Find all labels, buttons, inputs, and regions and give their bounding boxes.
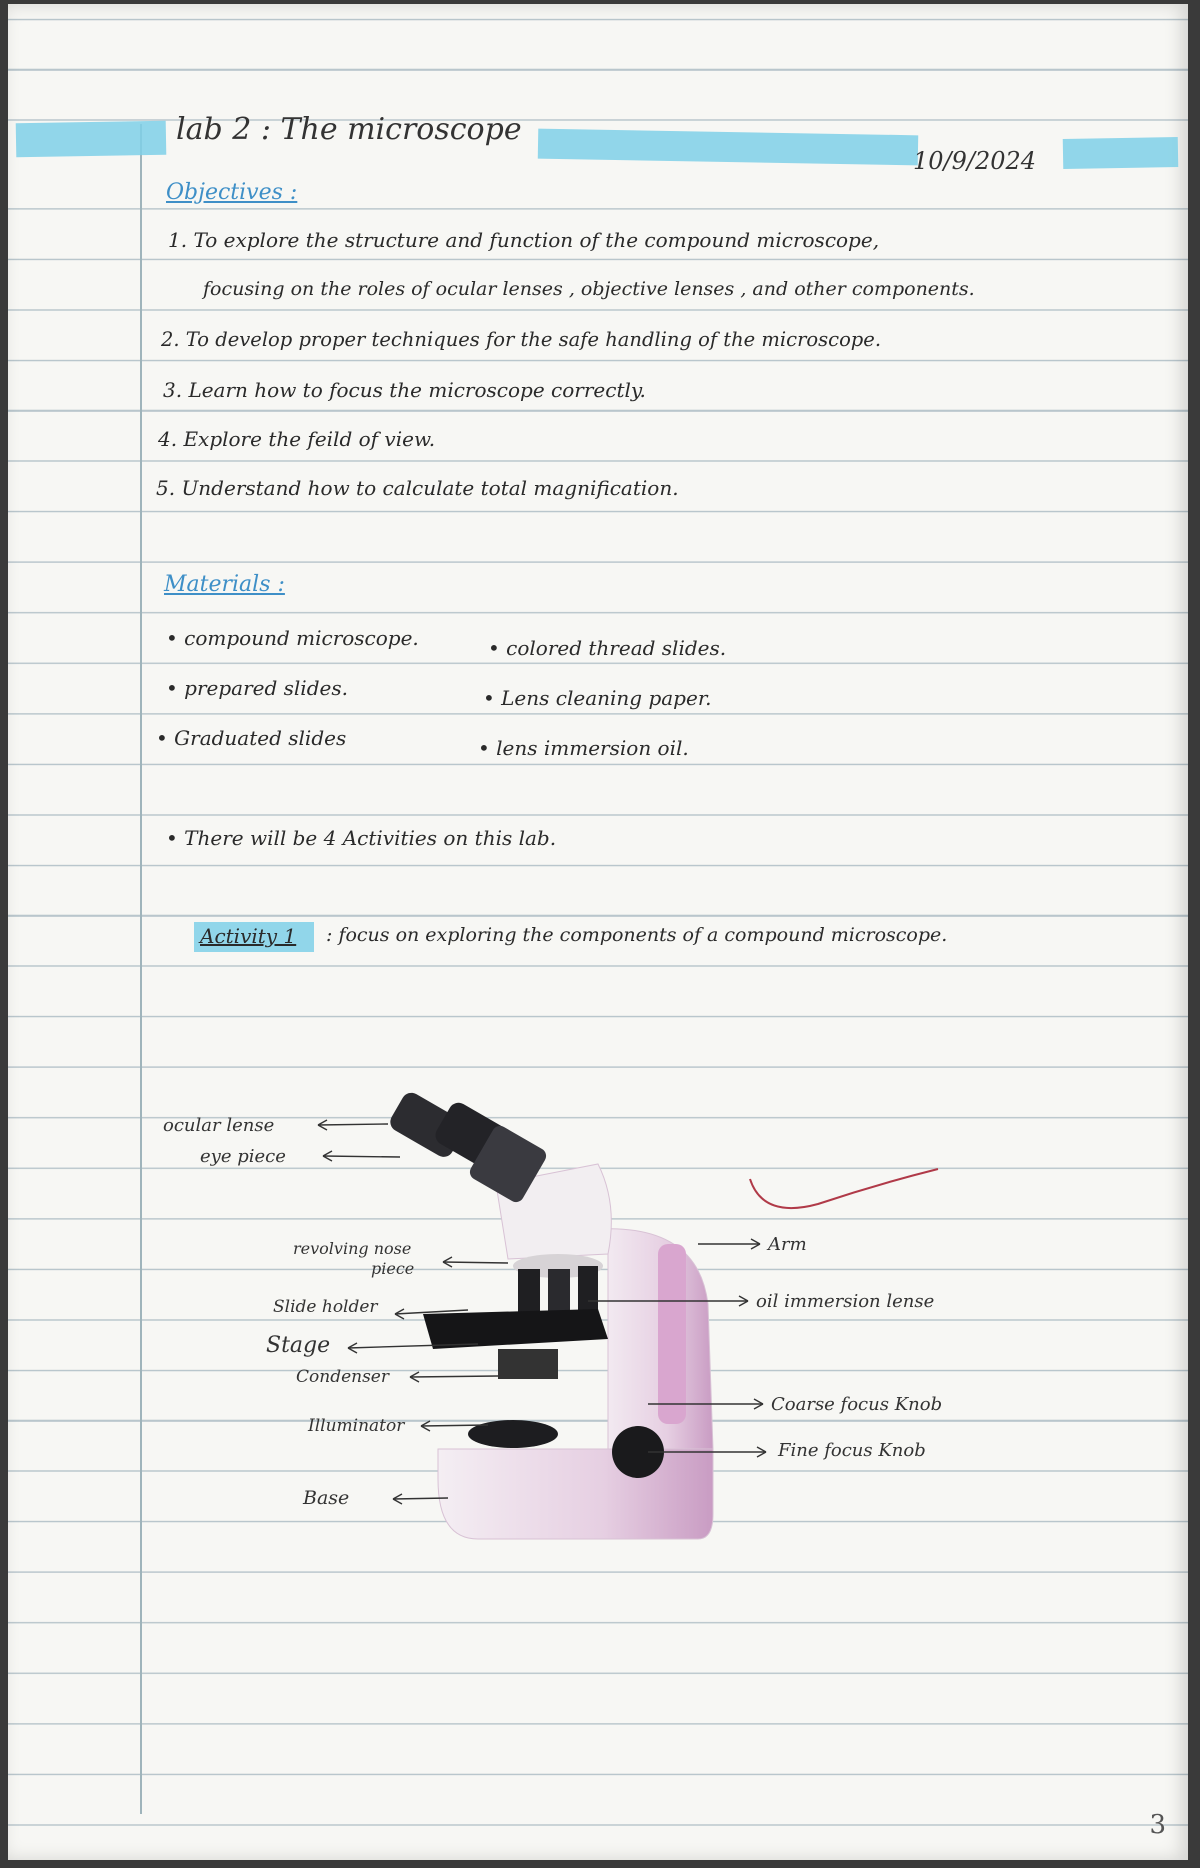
material-item: • lens immersion oil.: [478, 736, 689, 760]
objective-item: 2. To develop proper techniques for the safe handling of the microscope.: [161, 328, 882, 351]
label-stage: Stage: [266, 1333, 331, 1358]
objective-item: 1. To explore the structure and function of the compound microscope,: [168, 228, 880, 252]
label-revolving-nose: revolving nose: [293, 1239, 412, 1258]
label-slide-holder: Slide holder: [273, 1297, 378, 1317]
material-item: • Graduated slides: [156, 726, 347, 750]
microscope-diagram: [8, 4, 1188, 1860]
label-illuminator: Illuminator: [308, 1416, 405, 1436]
label-arm: Arm: [768, 1234, 807, 1255]
label-oil-immersion-lense: oil immersion lense: [756, 1291, 935, 1312]
red-pen-mark: [750, 1169, 938, 1208]
objective-item: 5. Understand how to calculate total magnification.: [156, 476, 679, 500]
material-item: • Lens cleaning paper.: [483, 686, 712, 710]
label-piece: piece: [371, 1259, 415, 1278]
microscope-illustration: [387, 1089, 713, 1539]
label-base: Base: [303, 1487, 350, 1509]
material-item: • colored thread slides.: [488, 636, 727, 660]
page-number: 3: [1149, 1810, 1166, 1840]
label-ocular-lense: ocular lense: [163, 1115, 275, 1136]
activity-text: : focus on exploring the components of a compound microscope.: [326, 924, 948, 946]
label-fine-focus-knob: Fine focus Knob: [778, 1440, 926, 1461]
objective-item: focusing on the roles of ocular lenses , objective lenses , and other components.: [203, 278, 975, 300]
activity-label: Activity 1: [200, 924, 297, 948]
page-title: lab 2 : The microscope: [176, 112, 522, 147]
objective-item: 4. Explore the feild of view.: [158, 427, 436, 451]
material-item: • prepared slides.: [166, 676, 348, 700]
material-item: • compound microscope.: [166, 626, 419, 650]
materials-heading: Materials :: [164, 572, 285, 597]
activities-note: • There will be 4 Activities on this lab.: [166, 826, 557, 850]
objective-item: 3. Learn how to focus the microscope correctly.: [163, 378, 646, 402]
objectives-heading: Objectives :: [166, 180, 298, 205]
label-eye-piece: eye piece: [200, 1146, 286, 1167]
label-coarse-focus-knob: Coarse focus Knob: [771, 1394, 943, 1415]
notebook-page: [8, 4, 1188, 1860]
page-date: 10/9/2024: [913, 147, 1037, 175]
label-condenser: Condenser: [296, 1367, 389, 1387]
